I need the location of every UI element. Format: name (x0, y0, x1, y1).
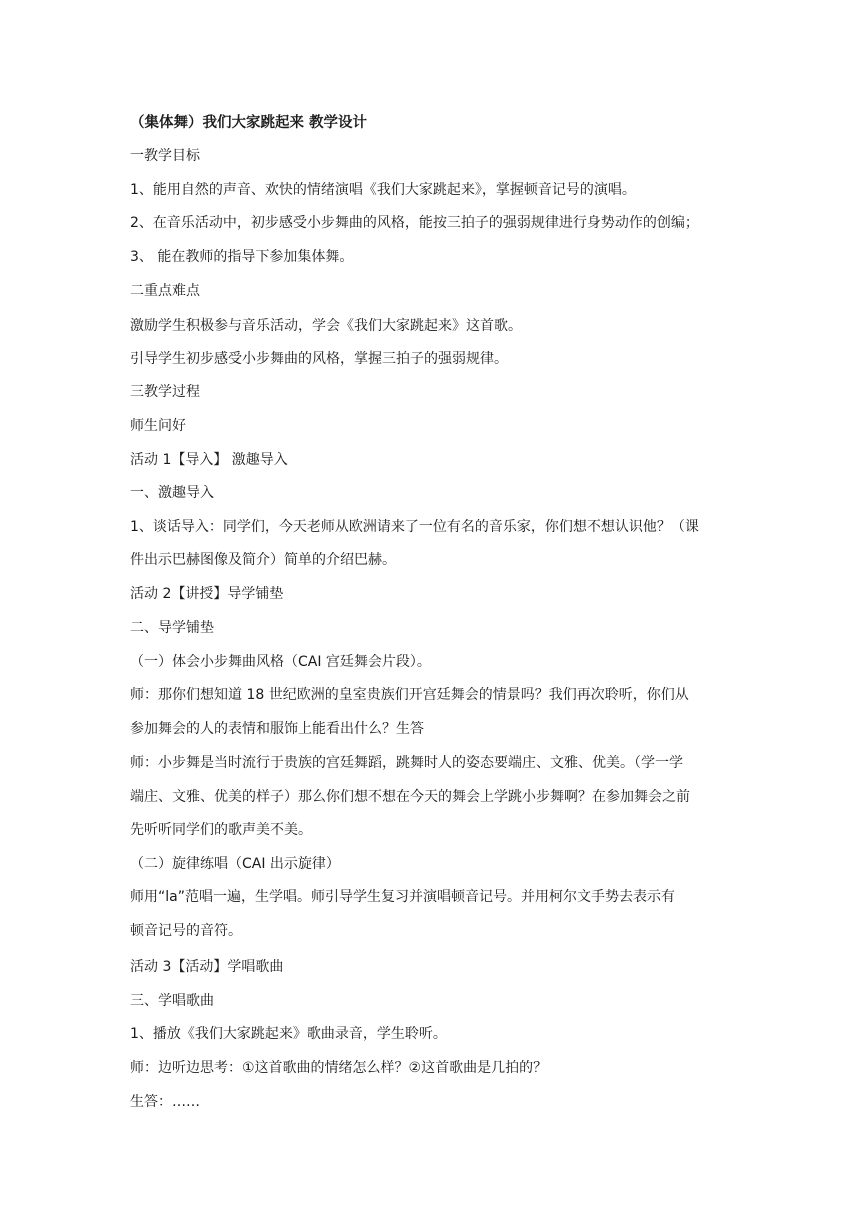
paragraph-line: 1、能用自然的声音、欢快的情绪演唱《我们大家跳起来》，掌握顿音记号的演唱。 (130, 182, 636, 198)
paragraph-line: 师：那你们想知道 18 世纪欧洲的皇室贵族们开宫廷舞会的情景吗？我们再次聆听，你们从 (130, 687, 689, 703)
paragraph-line: 激励学生积极参与音乐活动，学会《我们大家跳起来》这首歌。 (130, 318, 522, 334)
paragraph-line: 件出示巴赫图像及简介）简单的介绍巴赫。 (130, 552, 396, 568)
section-heading-objectives: 一教学目标 (130, 148, 200, 164)
subsection-heading: 一、激趣导入 (130, 485, 214, 501)
activity-heading: 活动 3【活动】学唱歌曲 (130, 959, 284, 975)
activity-heading: 活动 2【讲授】导学铺垫 (130, 586, 284, 602)
document-title: （集体舞）我们大家跳起来 教学设计 (130, 115, 368, 131)
paragraph-line: 顿音记号的音符。 (130, 923, 242, 939)
paragraph-line: 1、播放《我们大家跳起来》歌曲录音，学生聆听。 (130, 1026, 447, 1042)
subsection-heading: 三、学唱歌曲 (130, 993, 214, 1009)
paragraph-line: 端庄、文雅、优美的样子）那么你们想不想在今天的舞会上学跳小步舞啊？在参加舞会之前 (130, 789, 690, 805)
paragraph-line: 师：边听边思考：①这首歌曲的情绪怎么样？②这首歌曲是几拍的？ (130, 1060, 548, 1076)
paragraph-line: 3、 能在教师的指导下参加集体舞。 (130, 249, 354, 265)
paragraph-line: 师生问好 (130, 418, 186, 434)
paragraph-line: 引导学生初步感受小步舞曲的风格，掌握三拍子的强弱规律。 (130, 351, 508, 367)
paragraph-line: 生答：…… (130, 1094, 200, 1110)
paragraph-line: 参加舞会的人的表情和服饰上能看出什么？生答 (130, 721, 424, 737)
activity-heading: 活动 1【导入】 激趣导入 (130, 452, 288, 468)
subsection-heading: 二、导学铺垫 (130, 620, 214, 636)
paragraph-line: 1、谈话导入：同学们，今天老师从欧洲请来了一位有名的音乐家，你们想不想认识他？（课 (130, 519, 699, 535)
section-heading-process: 三教学过程 (130, 384, 200, 400)
section-heading-key-points: 二重点难点 (130, 283, 200, 299)
paragraph-line: 师用“la”范唱一遍，生学唱。师引导学生复习并演唱顿音记号。并用柯尔文手势去表示有 (130, 889, 675, 905)
paragraph-line: （一）体会小步舞曲风格（CAI 宫廷舞会片段）。 (130, 654, 431, 670)
paragraph-line: （二）旋律练唱（CAI 出示旋律） (130, 856, 340, 872)
paragraph-line: 先听听同学们的歌声美不美。 (130, 822, 312, 838)
paragraph-line: 2、在音乐活动中，初步感受小步舞曲的风格，能按三拍子的强弱规律进行身势动作的创编； (130, 215, 699, 231)
paragraph-line: 师：小步舞是当时流行于贵族的宫廷舞蹈，跳舞时人的姿态要端庄、文雅、优美。（学一学 (130, 755, 683, 771)
